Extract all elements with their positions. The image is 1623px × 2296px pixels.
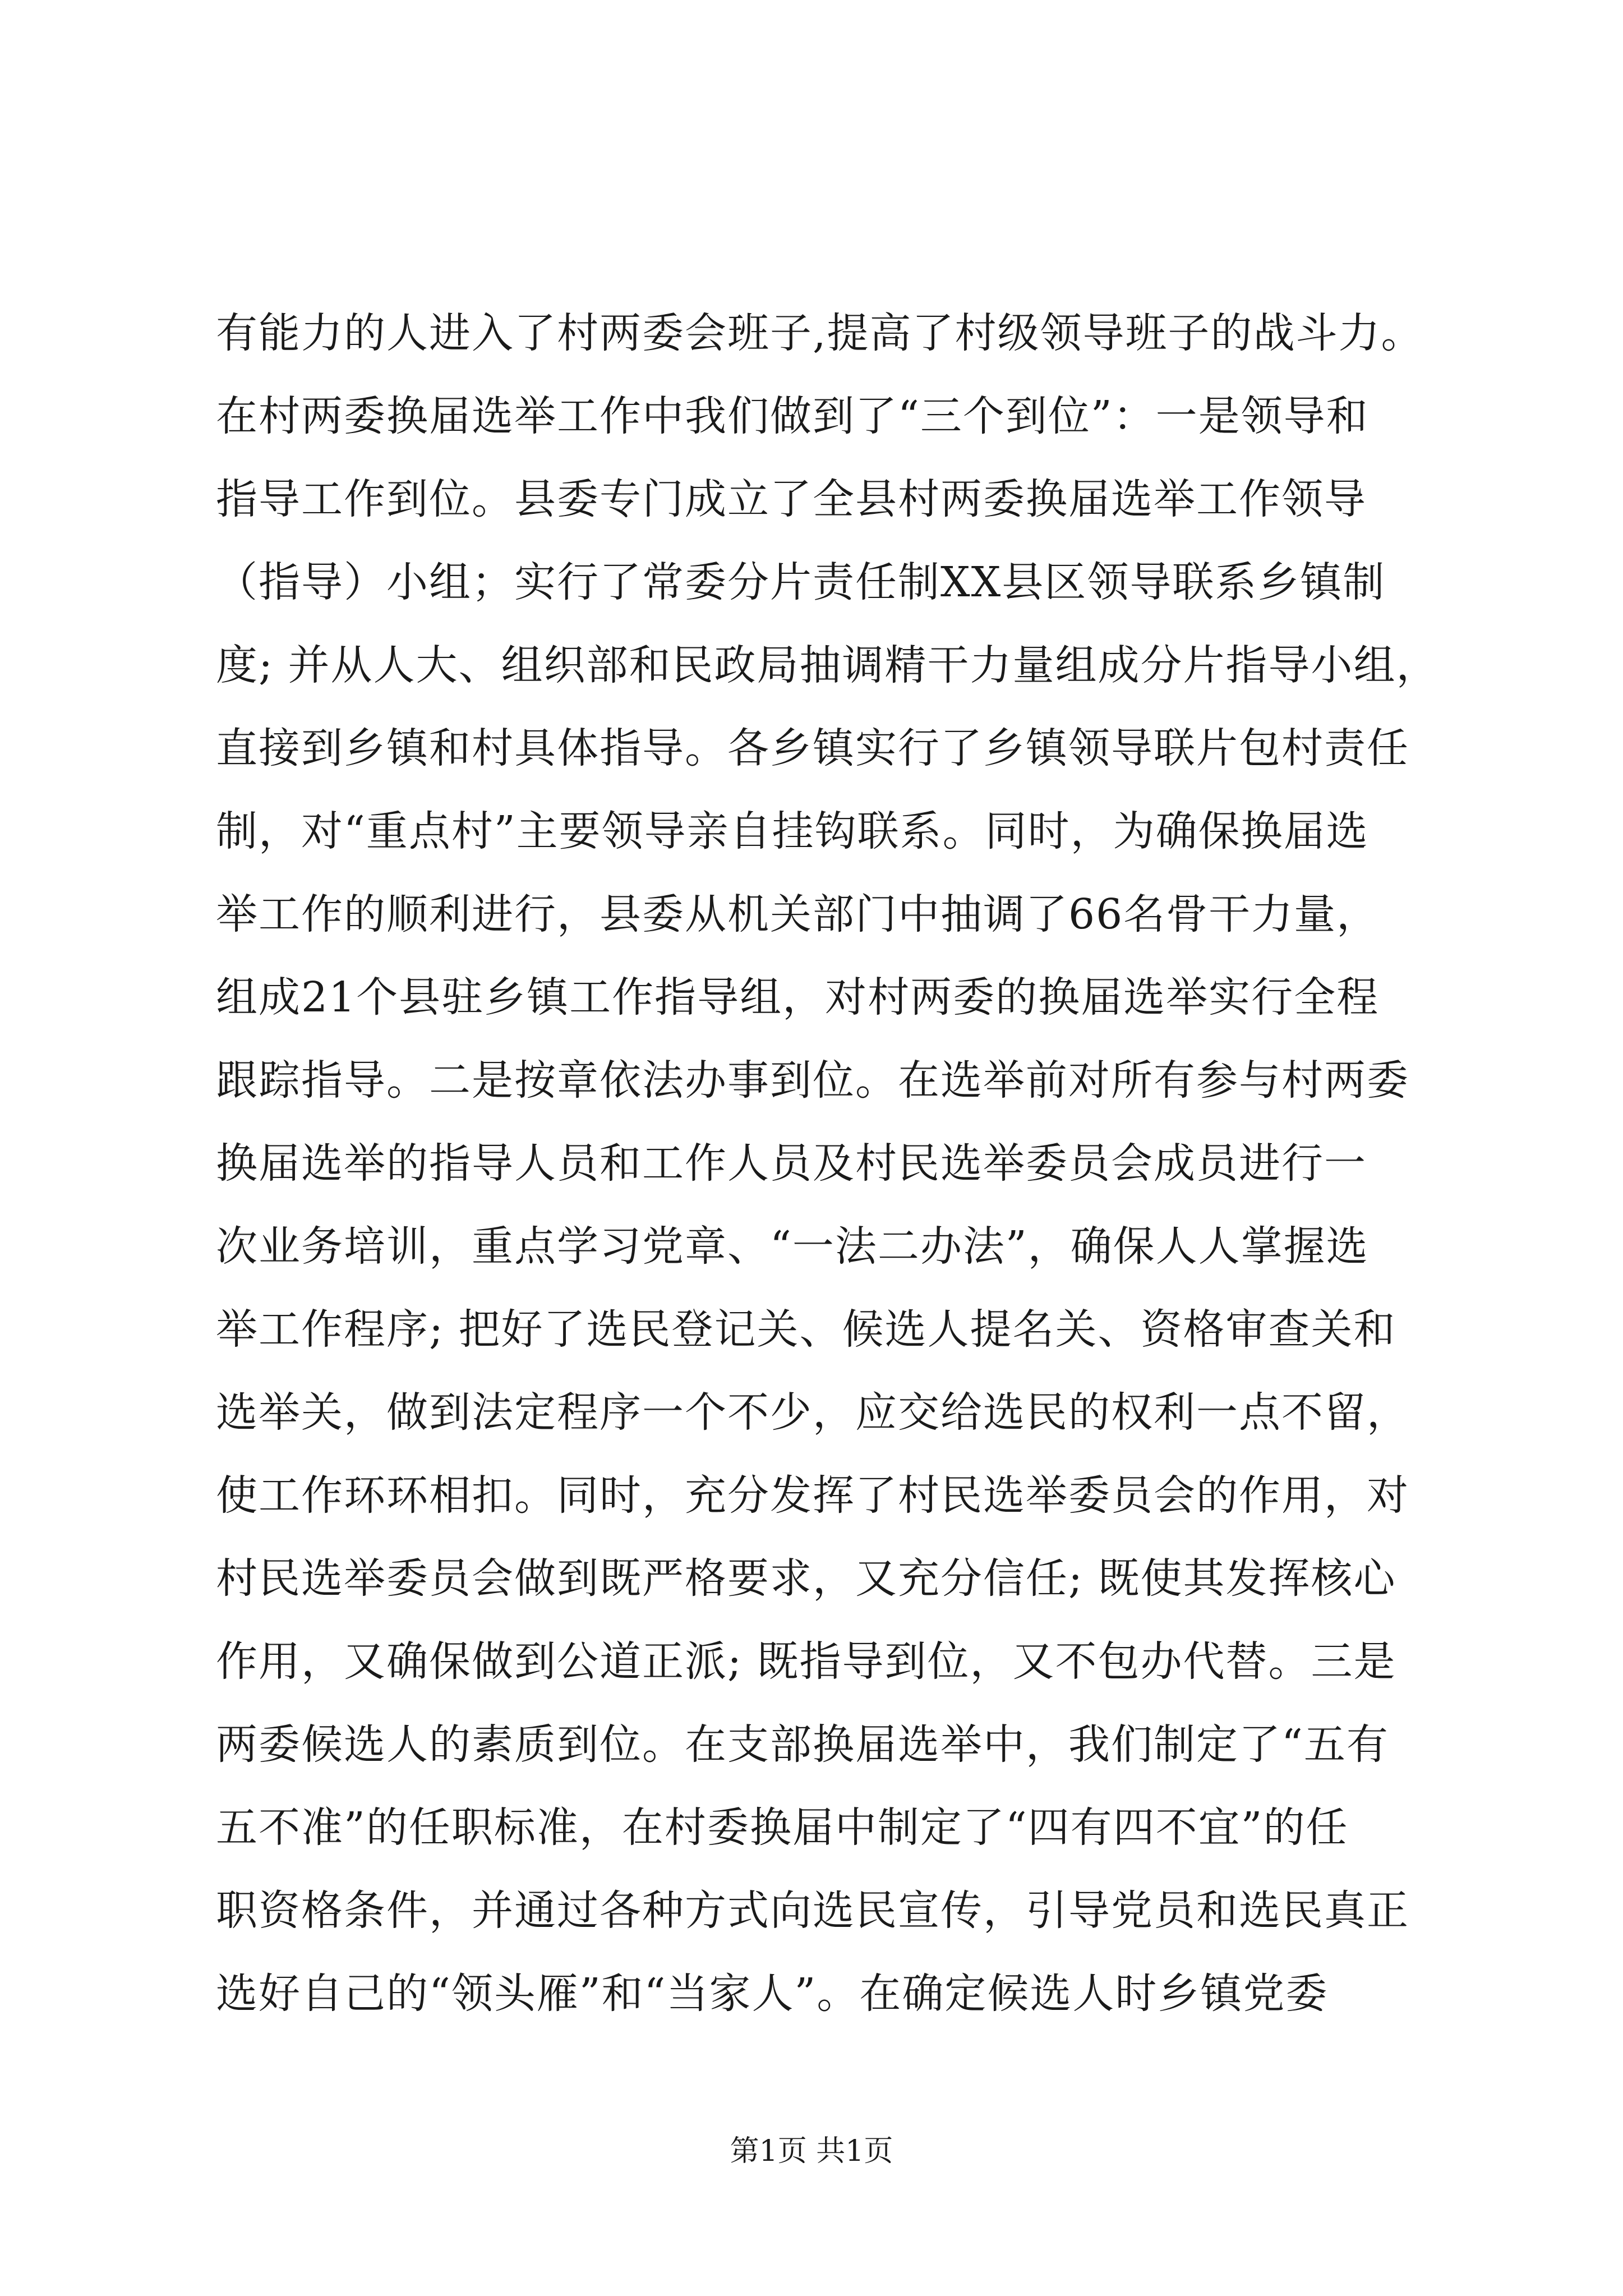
- text-line: 在村两委换届选举工作中我们做到了“三个到位”：一是领导和: [216, 392, 1369, 440]
- text-line: 组成21个县驻乡镇工作指导组，对村两委的换届选举实行全程: [216, 973, 1380, 1022]
- text-line: 直接到乡镇和村具体指导。各乡镇实行了乡镇领导联片包村责任: [216, 724, 1409, 772]
- text-line: 换届选举的指导人员和工作人员及村民选举委员会成员进行一: [216, 1139, 1367, 1188]
- text-line: 作用，又确保做到公道正派; 既指导到位，又不包办代替。三是: [216, 1637, 1396, 1686]
- text-line: 有能力的人进入了村两委会班子,提高了村级领导班子的战斗力。: [216, 309, 1424, 357]
- text-line: 指导工作到位。县委专门成立了全县村两委换届选举工作领导: [216, 475, 1367, 523]
- text-line: 次业务培训，重点学习党章、“一法二办法”，确保人人掌握选: [216, 1222, 1369, 1271]
- text-line: （指导）小组；实行了常委分片责任制XX县区领导联系乡镇制: [216, 558, 1386, 606]
- text-line: 跟踪指导。二是按章依法办事到位。在选举前对所有参与村两委: [216, 1056, 1409, 1105]
- text-line: 举工作的顺利进行，县委从机关部门中抽调了66名骨干力量，: [216, 890, 1380, 938]
- text-line: 举工作程序; 把好了选民登记关、候选人提名关、资格审查关和: [216, 1305, 1396, 1354]
- text-line: 两委候选人的素质到位。在支部换届选举中，我们制定了“五有: [216, 1720, 1389, 1769]
- text-line: 选举关，做到法定程序一个不少，应交给选民的权利一点不留，: [216, 1388, 1409, 1437]
- text-line: 五不准”的任职标准，在村委换届中制定了“四有四不宜”的任: [216, 1803, 1349, 1852]
- page-footer: 第1页 共1页: [730, 2134, 893, 2168]
- text-line: 职资格条件，并通过各种方式向选民宣传，引导党员和选民真正: [216, 1887, 1409, 1935]
- text-line: 制，对“重点村”主要领导亲自挂钩联系。同时，为确保换届选: [216, 807, 1369, 855]
- body-text: [216, 292, 1439, 2035]
- text-line: 使工作环环相扣。同时，充分发挥了村民选举委员会的作用，对: [216, 1471, 1409, 1520]
- text-line: 度; 并从人大、组织部和民政局抽调精干力量组成分片指导小组，: [216, 641, 1439, 689]
- text-line: 村民选举委员会做到既严格要求，又充分信任; 既使其发挥核心: [216, 1554, 1396, 1603]
- text-line: 选好自己的“领头雁”和“当家人”。在确定候选人时乡镇党委: [216, 1970, 1329, 2018]
